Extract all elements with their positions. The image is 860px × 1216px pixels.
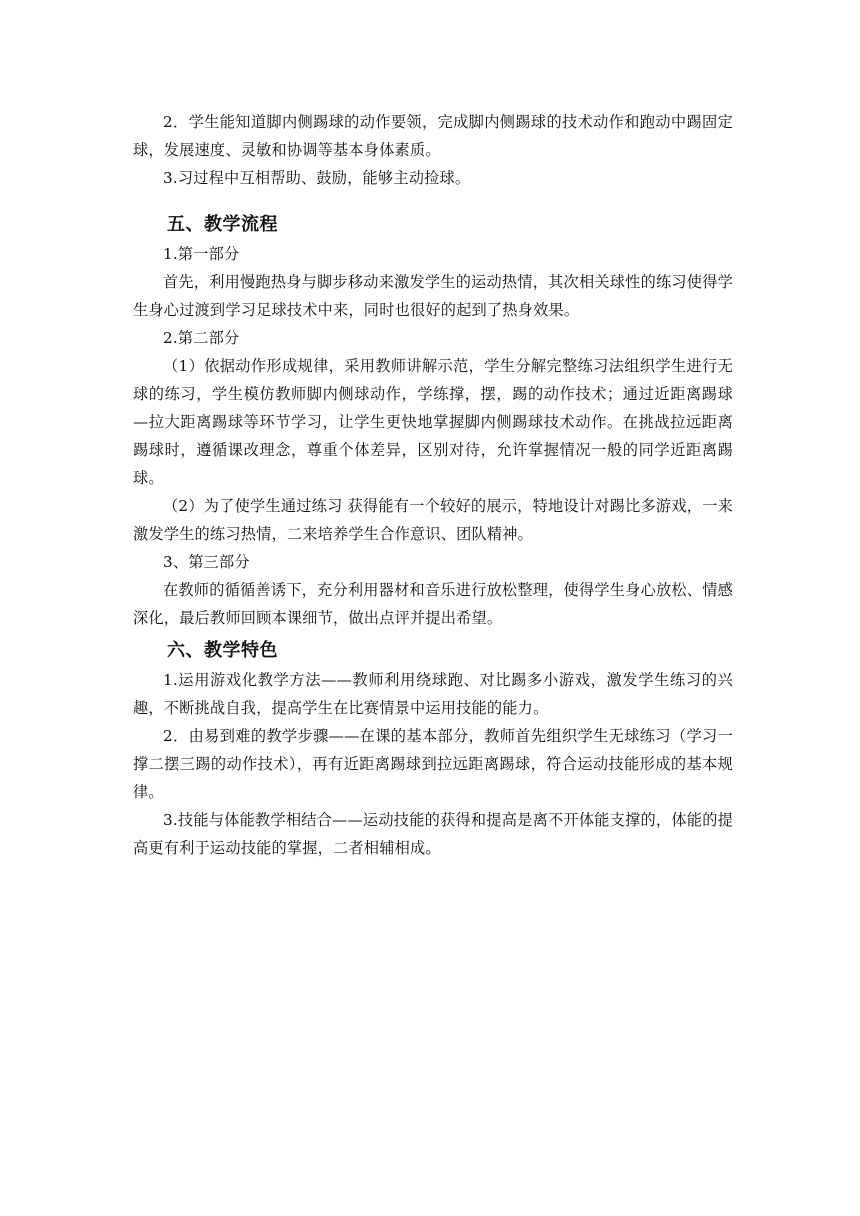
feature-item-1: 1.运用游戏化教学方法——教师利用绕球跑、对比踢多小游戏，激发学生练习的兴趣，不断挑战自我，提高学生在比赛情景中运用技能的能力。 bbox=[133, 671, 733, 717]
part-3-text: 在教师的循循善诱下，充分利用器材和音乐进行放松整理，使得学生身心放松、情感深化，最后教师回顾本课细节，做出点评并提出希望。 bbox=[133, 581, 733, 627]
part-1-text: 首先，利用慢跑热身与脚步移动来激发学生的运动热情，其次相关球性的练习使得学生身心过渡到学习足球技术中来，同时也很好的起到了热身效果。 bbox=[133, 273, 733, 319]
part-3-title: 3、第三部分 bbox=[163, 553, 250, 571]
part-2-title: 2.第二部分 bbox=[163, 329, 240, 347]
part-1-title: 1.第一部分 bbox=[163, 245, 240, 263]
objective-item-2: 2．学生能知道脚内侧踢球的动作要领，完成脚内侧踢球的技术动作和跑动中踢固定球，发展速度、灵敏和协调等基本身体素质。 bbox=[133, 113, 733, 159]
feature-item-2: 2．由易到难的教学步骤——在课的基本部分，教师首先组织学生无球练习（学习一撑二摆三踢的动作技术），再有近距离踢球到拉远距离踢球，符合运动技能形成的基本规律。 bbox=[133, 727, 733, 801]
feature-item-3: 3.技能与体能教学相结合——运动技能的获得和提高是离不开体能支撑的，体能的提高更有利于运动技能的掌握，二者相辅相成。 bbox=[133, 811, 733, 857]
part-2-text-2: （2）为了使学生通过练习 获得能有一个较好的展示，特地设计对踢比多游戏，一来激发学生的练习热情，二来培养学生合作意识、团队精神。 bbox=[133, 497, 733, 543]
objective-item-3: 3.习过程中互相帮助、鼓励，能够主动捡球。 bbox=[163, 169, 471, 187]
section-heading-teaching-process: 五、教学流程 bbox=[167, 214, 278, 235]
section-heading-teaching-features: 六、教学特色 bbox=[167, 640, 278, 661]
document-body bbox=[133, 108, 733, 862]
part-2-text-1: （1）依据动作形成规律，采用教师讲解示范，学生分解完整练习法组织学生进行无球的练习，学生模仿教师脚内侧球动作，学练撑，摆，踢的动作技术；通过近距离踢球—拉大距离踢球等环节学习，让学生更快地掌握脚内侧踢球技术动作。在挑战拉远距离踢球时，遵循课改理念，尊重个体差异，区别对待，允许掌握情况一般的同学近距离踢球。 bbox=[133, 357, 733, 487]
